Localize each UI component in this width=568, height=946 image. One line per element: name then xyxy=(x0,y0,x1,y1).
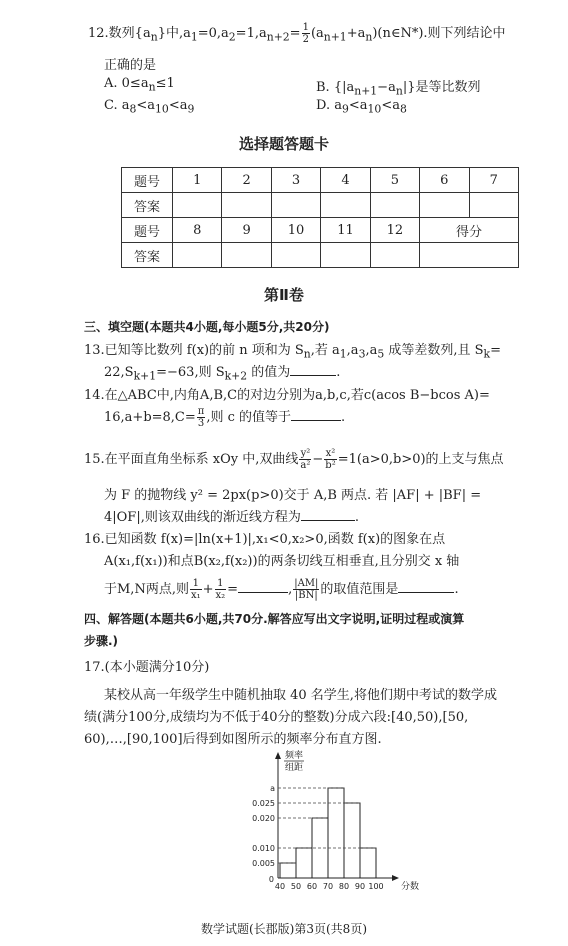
row-label: 题号 xyxy=(122,218,173,243)
q16-line1: 16.已知函数 f(x)=|ln(x+1)|,x₁<0,x₂>0,函数 f(x)的图象在点 xyxy=(84,532,446,547)
question-number-cell: 5 xyxy=(370,168,419,193)
q15-line1: 15.在平面直角坐标系 xOy 中,双曲线 $\frac{\text{y²}}{\text{a²}}$ − $\frac{\text{x²}}{\text{b²}}$ =1(a>0,b>0)的上支与焦点 xyxy=(84,448,504,471)
answer-card-title: 选择题答题卡 xyxy=(238,135,329,153)
q14-line2: 16,a+b=8,C= $\frac{\pi}{3}$ ,则 c 的值等于 . xyxy=(104,406,346,429)
q12-option-d: D. $a_9<a_{10}<a_8$ xyxy=(316,98,407,116)
y-tick-label: 0.025 xyxy=(252,799,275,808)
row-label: 答案 xyxy=(122,243,173,268)
y-axis-label-bottom: 组距 xyxy=(284,763,304,773)
origin-label: 0 xyxy=(268,875,274,884)
answer-cell[interactable] xyxy=(222,243,271,268)
answer-cell[interactable] xyxy=(321,193,370,218)
table-row xyxy=(122,243,519,268)
row-label: 题号 xyxy=(122,168,173,193)
y-tick-label: 0.005 xyxy=(252,859,275,868)
histogram-bar xyxy=(280,863,296,878)
x-tick-label: 40 xyxy=(274,882,286,891)
q12-option-b: B. $\{|a_{n+1}-a_n|\}$是等比数列 xyxy=(316,80,481,98)
answer-cell[interactable] xyxy=(370,243,419,268)
q15-line2: 为 F 的抛物线 y² = 2px(p>0)交于 A,B 两点. 若 |AF| + |BF| = xyxy=(104,488,482,503)
question-number-cell: 11 xyxy=(321,218,370,243)
answer-cell[interactable] xyxy=(173,193,222,218)
q12-option-a: A. $0\le a_n\le 1$ xyxy=(104,76,175,94)
x-tick-label: 70 xyxy=(322,882,334,891)
y-tick-label: 0.020 xyxy=(252,814,275,823)
q12-option-c: C. $a_8<a_{10}<a_9$ xyxy=(104,98,195,116)
q16-line2: A(x₁,f(x₁))和点B(x₂,f(x₂))的两条切线互相垂直,且分别交 x 轴 xyxy=(104,554,460,569)
x-axis-label: 分数 xyxy=(400,882,420,892)
q17-line2: 绩(满分100分,成绩均为不低于40分的整数)分成六段:[40,50),[50, xyxy=(84,710,469,725)
q13-line1: 13.已知等比数列 f(x)的前 n 项和为 $S_n$,若 $a_1,a_3,a_5$ 成等差数列,且 $S_k=$ xyxy=(84,343,502,361)
y-axis-label-top: 频率 xyxy=(284,751,304,761)
q14-answer-blank[interactable] xyxy=(291,408,341,421)
answer-cell[interactable] xyxy=(370,193,419,218)
q15-line3: 4|OF|,则该双曲线的渐近线方程为 . xyxy=(104,510,359,525)
q16-answer-blank-1[interactable] xyxy=(238,580,288,593)
question-number-cell: 7 xyxy=(469,168,518,193)
y-axis-arrow xyxy=(275,752,281,759)
q15-answer-blank[interactable] xyxy=(301,508,355,521)
x-tick-label: 100 xyxy=(368,882,384,891)
row-label: 答案 xyxy=(122,193,173,218)
histogram-bar xyxy=(296,848,312,878)
q14-fraction: $\frac{\pi}{3}$ xyxy=(197,406,205,429)
answer-cell[interactable] xyxy=(469,193,518,218)
question-number-cell: 12 xyxy=(370,218,419,243)
score-cell[interactable] xyxy=(420,243,519,268)
x-tick-label: 90 xyxy=(354,882,366,891)
q17-line3: 60),…,[90,100]后得到如图所示的频率分布直方图. xyxy=(84,732,382,747)
y-tick-label: 0.010 xyxy=(252,844,275,853)
q13-line2: $22,S_{k+1}=-63$,则 $S_{k+2}$ 的值为 . xyxy=(104,365,341,383)
q12-line2: 正确的是 xyxy=(104,58,157,73)
answer-cell[interactable] xyxy=(420,193,469,218)
table-row xyxy=(122,168,519,193)
section4-heading-line2: 步骤.) xyxy=(84,634,119,648)
question-number-cell: 1 xyxy=(173,168,222,193)
section4-heading-line1: 四、解答题(本题共6小题,共70分.解答应写出文字说明,证明过程或演算 xyxy=(84,612,465,626)
q16-line3: 于M,N两点,则 $\frac{1}{\text{x₁}}$ + $\frac{1}{\text{x₂}}$ = , $\frac{|AM|}{|BN|}$ 的取值范围是 . xyxy=(104,578,459,601)
x-axis-arrow xyxy=(392,875,399,881)
section3-heading: 三、填空题(本题共4小题,每小题5分,共20分) xyxy=(84,320,330,334)
histogram-bar xyxy=(344,803,360,878)
question-number-cell: 9 xyxy=(222,218,271,243)
answer-cell[interactable] xyxy=(271,193,320,218)
question-number-cell: 3 xyxy=(271,168,320,193)
answer-cell[interactable] xyxy=(321,243,370,268)
part2-title: 第Ⅱ卷 xyxy=(264,286,304,304)
page-footer: 数学试题(长郡版)第3页(共8页) xyxy=(201,922,367,936)
score-label: 得分 xyxy=(420,218,519,243)
question-number-cell: 2 xyxy=(222,168,271,193)
histogram-bar xyxy=(360,848,376,878)
x-tick-label: 50 xyxy=(290,882,302,891)
answer-cell[interactable] xyxy=(173,243,222,268)
table-row xyxy=(122,193,519,218)
q12-fraction: $\frac{1}{2}$ xyxy=(302,22,309,45)
histogram-bar xyxy=(328,788,344,878)
x-tick-label: 80 xyxy=(338,882,350,891)
q17-line1: 某校从高一年级学生中随机抽取 40 名学生,将他们期中考试的数学成 xyxy=(104,688,497,703)
x-tick-label: 60 xyxy=(306,882,318,891)
q17-title: 17.(本小题满分10分) xyxy=(84,660,210,675)
table-row xyxy=(122,218,519,243)
question-number-cell: 4 xyxy=(321,168,370,193)
answer-cell[interactable] xyxy=(271,243,320,268)
q14-line1: 14.在△ABC中,内角A,B,C的对边分别为a,b,c,若c(acos B−bcos A)= xyxy=(84,388,490,403)
q16-answer-blank-2[interactable] xyxy=(398,580,454,593)
y-tick-label: a xyxy=(270,784,275,793)
question-number-cell: 10 xyxy=(271,218,320,243)
q13-answer-blank[interactable] xyxy=(290,363,336,376)
question-number-cell: 6 xyxy=(420,168,469,193)
answer-card-table xyxy=(121,167,519,268)
frequency-histogram xyxy=(220,748,440,898)
answer-cell[interactable] xyxy=(222,193,271,218)
q12-line1: 12.数列$\{a_n\}$中$,a_1=0,a_2=1,a_{n+2}=$ $\frac{1}{2}$ $(a_{n+1}+a_n)(n\in N*)$.则下列结论中 xyxy=(88,22,506,45)
question-number-cell: 8 xyxy=(173,218,222,243)
